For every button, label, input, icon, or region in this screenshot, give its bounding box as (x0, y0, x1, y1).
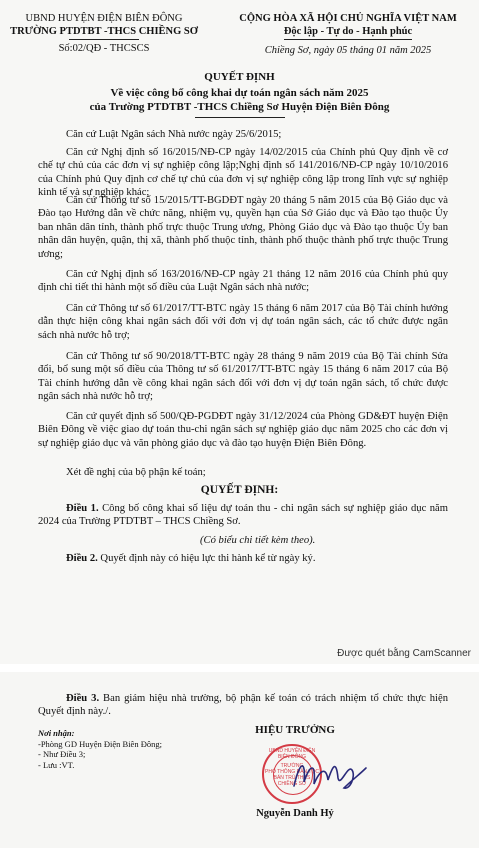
seal-text-2: PHỔ THÔNG DÂN TỘC (265, 769, 319, 775)
article-1 (38, 502, 448, 529)
recipients-block (38, 728, 208, 770)
date-place: Chiềng Sơ, ngày 05 tháng 01 năm 2025 (264, 45, 432, 56)
recipient-item: - Như Điều 3; (38, 749, 86, 759)
recipient-item: -Phòng GD Huyện Điện Biên Đông; (38, 738, 162, 749)
recipient-item: - Lưu :VT. (38, 759, 75, 770)
document-type: QUYẾT ĐỊNH (204, 71, 275, 83)
article-2 (38, 552, 448, 565)
signer-title: HIỆU TRƯỞNG (255, 724, 335, 736)
camscanner-watermark: Được quét bằng CamScanner (337, 648, 471, 659)
subject-line-2: của Trường PTDTBT -THCS Chiềng Sơ Huyện Điện Biên Đông (89, 101, 390, 113)
page-separator (0, 664, 479, 672)
agency-underline (69, 39, 139, 40)
seal-ring-text: UBND HUYỆN ĐIỆN BIÊN ĐÔNG (268, 748, 316, 760)
national-header (222, 12, 474, 57)
article-2-text: Quyết định này có hiệu lực thi hành kể từ ngày ký. (97, 553, 316, 564)
national-motto: Độc lập - Tự do - Hạnh phúc (284, 25, 412, 40)
basis-4: Căn cứ Nghị định số 163/2016/NĐ-CP ngày 21 tháng 12 năm 2016 của Chính phủ quy định chi tiết thi hành một số điều của Luật Ngân sách nhà nước; (38, 269, 448, 294)
agency-line-2: TRƯỜNG PTDTBT -THCS CHIỀNG SƠ (10, 26, 198, 37)
basis-1: Căn cứ Luật Ngân sách Nhà nước ngày 25/6/2015; (66, 129, 282, 140)
basis-3: Căn cứ Thông tư số 15/2015/TT-BGDĐT ngày 20 tháng 5 năm 2015 của Bộ Giáo dục và Đào tạo Hướng dẫn về chức năng, nhiệm vụ, quyền hạn của Sở Giáo dục và Đào tạo thuộc Ủy ban nhân dân tỉnh, thành phố trực thuộc Trung ương, Phòng Giáo dục và Đào tạo thuộc Ủy ban nhân dân huyện, quận, thị xã, thành phố thuộc tỉnh, thành phố thuộc thành phố trực thuộc Trung ương; (38, 195, 448, 260)
article-1-text: Công bố công khai số liệu dự toán thu - chi ngân sách sự nghiệp giáo dục năm 2024 của Trường PTDTBT – THCS Chiềng Sơ. (38, 503, 449, 528)
basis-6: Căn cứ Thông tư số 90/2018/TT-BTC ngày 28 tháng 9 năm 2019 của Bộ Tài chính Sửa đổi, bổ sung một số điều của Thông tư số 61/2017/TT-BTC ngày 15 tháng 6 năm 2017 của Bộ Tài chính hướng dẫn về công khai ngân sách đối với đơn vị dự toán ngân sách, tổ chức được ngân sách nhà nước hỗ trợ; (38, 351, 448, 403)
decision-heading: QUYẾT ĐỊNH: (200, 484, 279, 496)
agency-block (4, 12, 204, 55)
article-1-label: Điều 1. (66, 503, 99, 514)
seal-text-3: BÁN TRÚ THCS (273, 775, 311, 781)
article-1-note: (Có biểu chi tiết kèm theo). (200, 535, 316, 546)
handwritten-signature (290, 750, 370, 800)
article-3-label: Điều 3. (66, 693, 100, 704)
basis-5: Căn cứ Thông tư số 61/2017/TT-BTC ngày 15 tháng 6 năm 2017 của Bộ Tài chính hướng dẫn thực hiện công khai ngân sách đối với đơn vị dự toán ngân sách, các tổ chức được ngân sách nhà nước hỗ trợ; (38, 303, 448, 341)
subject-line-1: Về việc công bố công khai dự toán ngân sách năm 2025 (110, 87, 369, 99)
article-3-text: Ban giám hiệu nhà trường, bộ phận kế toán có trách nhiệm tổ chức thực hiện Quyết định này./. (38, 693, 448, 718)
title-underline (195, 117, 285, 118)
basis-7: Căn cứ quyết định số 500/QĐ-PGDĐT ngày 31/12/2024 của Phòng GD&ĐT huyện Điện Biên Đông về việc giao dự toán thu-chi ngân sách sự nghiệp giáo dục năm 2025 cho các đơn vị sự nghiệp giáo dục và văn phòng giáo dục và đào tạo huyện Điện Biên Đông. (38, 411, 448, 449)
basis-2: Căn cứ Nghị định số 16/2015/NĐ-CP ngày 14/02/2015 của Chính phủ Quy định về cơ chế tự chủ của các đơn vị sự nghiệp công lập;Nghị định số 141/2016/NĐ-CP ngày 10/10/2016 của Chính phủ Quy định cơ chế tự chủ của đơn vị sự nghiệp công lập trong lĩnh vực sự nghiệp kinh tế và sự nghiệp khác; (38, 147, 448, 199)
seal-text-4: CHIỀNG SƠ (277, 781, 307, 787)
title-block (0, 70, 479, 118)
document-number: Số:02/QĐ - THCSCS (58, 43, 150, 54)
recipients-label: Nơi nhận: (38, 728, 75, 738)
country-name: CỘNG HÒA XÃ HỘI CHỦ NGHĨA VIỆT NAM (239, 13, 457, 24)
article-2-label: Điều 2. (66, 553, 98, 564)
signer-name: Nguyễn Danh Hỷ (256, 808, 334, 819)
basis-8: Xét đề nghị của bộ phận kế toán; (66, 467, 206, 478)
seal-text-1: TRƯỜNG (280, 763, 304, 769)
article-3 (38, 692, 448, 719)
agency-line-1: UBND HUYỆN ĐIỆN BIÊN ĐÔNG (25, 13, 183, 24)
